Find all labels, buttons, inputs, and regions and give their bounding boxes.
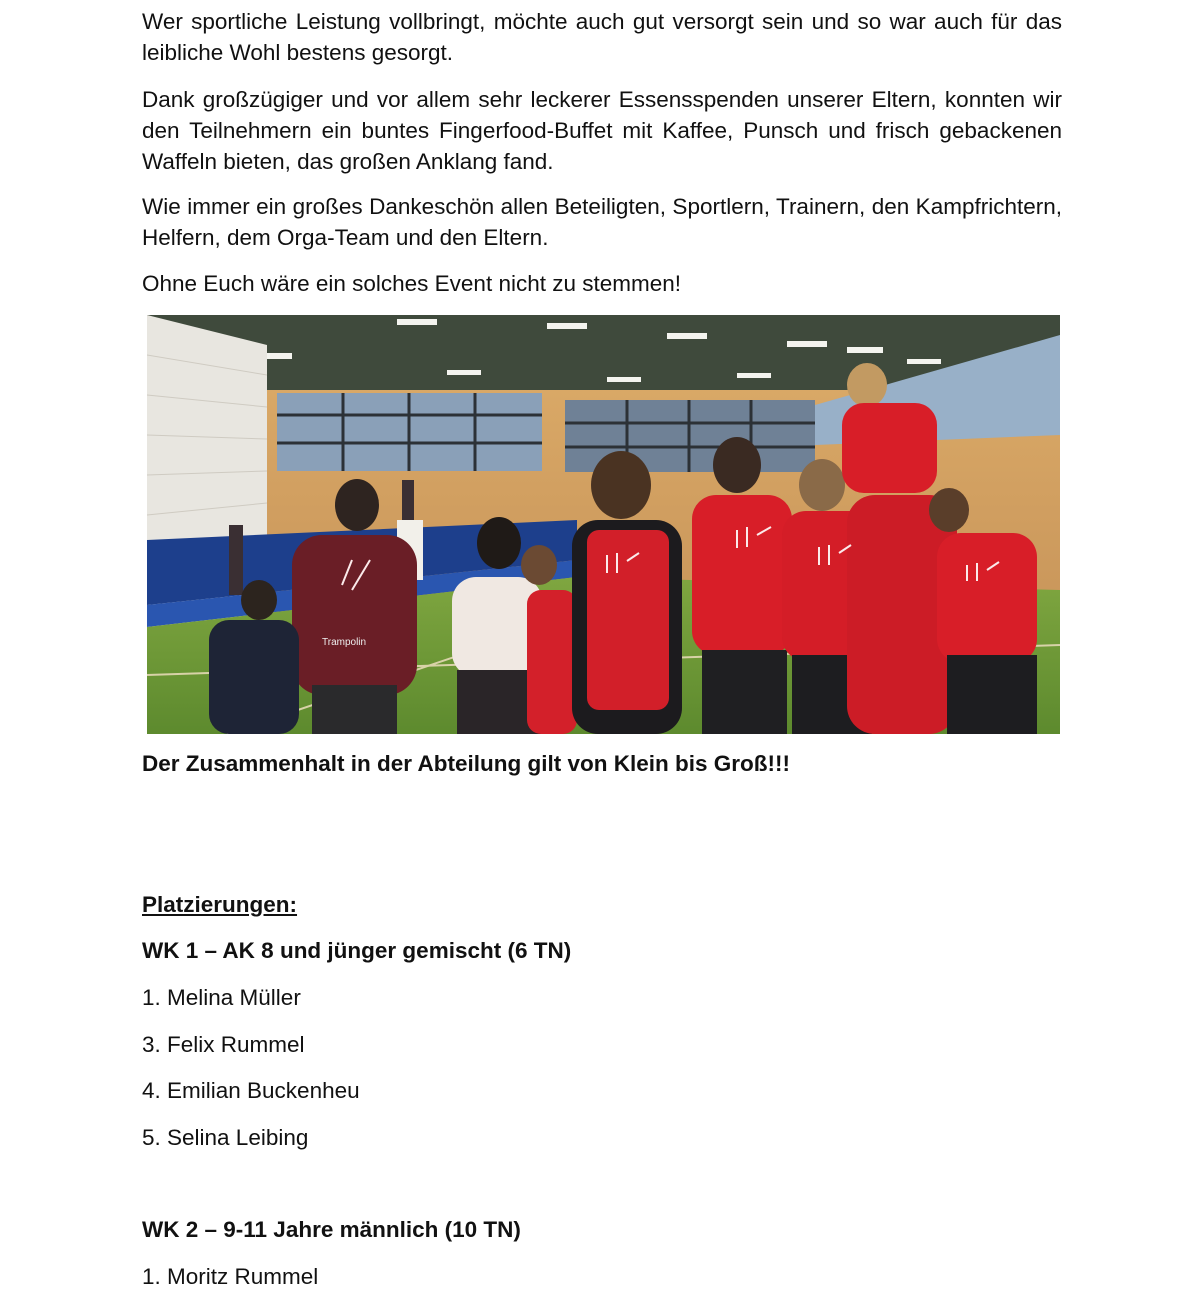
paragraph-closing: Ohne Euch wäre ein solches Event nicht zu stemmen! bbox=[142, 271, 682, 296]
paragraph-donations: Dank großzügiger und vor allem sehr leckerer Essensspenden unserer Eltern, konnten wir den Teilnehmern ein buntes Fingerfood-Buffet mit Kaffee, Punsch und frisch gebackenen Waffeln bieten, das großen Anklang fand. bbox=[142, 87, 1062, 174]
gym-team-photo bbox=[147, 315, 1060, 734]
placement-entry: 3. Felix Rummel bbox=[142, 1032, 305, 1057]
placements-heading: Platzierungen: bbox=[142, 892, 298, 917]
paragraph-thanks: Wie immer ein großes Dankeschön allen Beteiligten, Sportlern, Trainern, den Kampfrichtern, Helfern, dem Orga-Team und den Eltern. bbox=[142, 194, 1062, 250]
competition-title-wk1: WK 1 – AK 8 und jünger gemischt (6 TN) bbox=[142, 938, 572, 963]
placement-entry: 5. Selina Leibing bbox=[142, 1125, 309, 1150]
photo-caption: Der Zusammenhalt in der Abteilung gilt von Klein bis Groß!!! bbox=[142, 751, 790, 776]
placement-entry: 1. Melina Müller bbox=[142, 985, 301, 1010]
competition-title-wk2: WK 2 – 9-11 Jahre männlich (10 TN) bbox=[142, 1217, 521, 1242]
jacket-print: Trampolin bbox=[322, 637, 367, 648]
placement-entry: 4. Emilian Buckenheu bbox=[142, 1078, 360, 1103]
placement-entry: 1. Moritz Rummel bbox=[142, 1264, 319, 1289]
paragraph-food: Wer sportliche Leistung vollbringt, möchte auch gut versorgt sein und so war auch für das leibliche Wohl bestens gesorgt. bbox=[142, 9, 1062, 65]
